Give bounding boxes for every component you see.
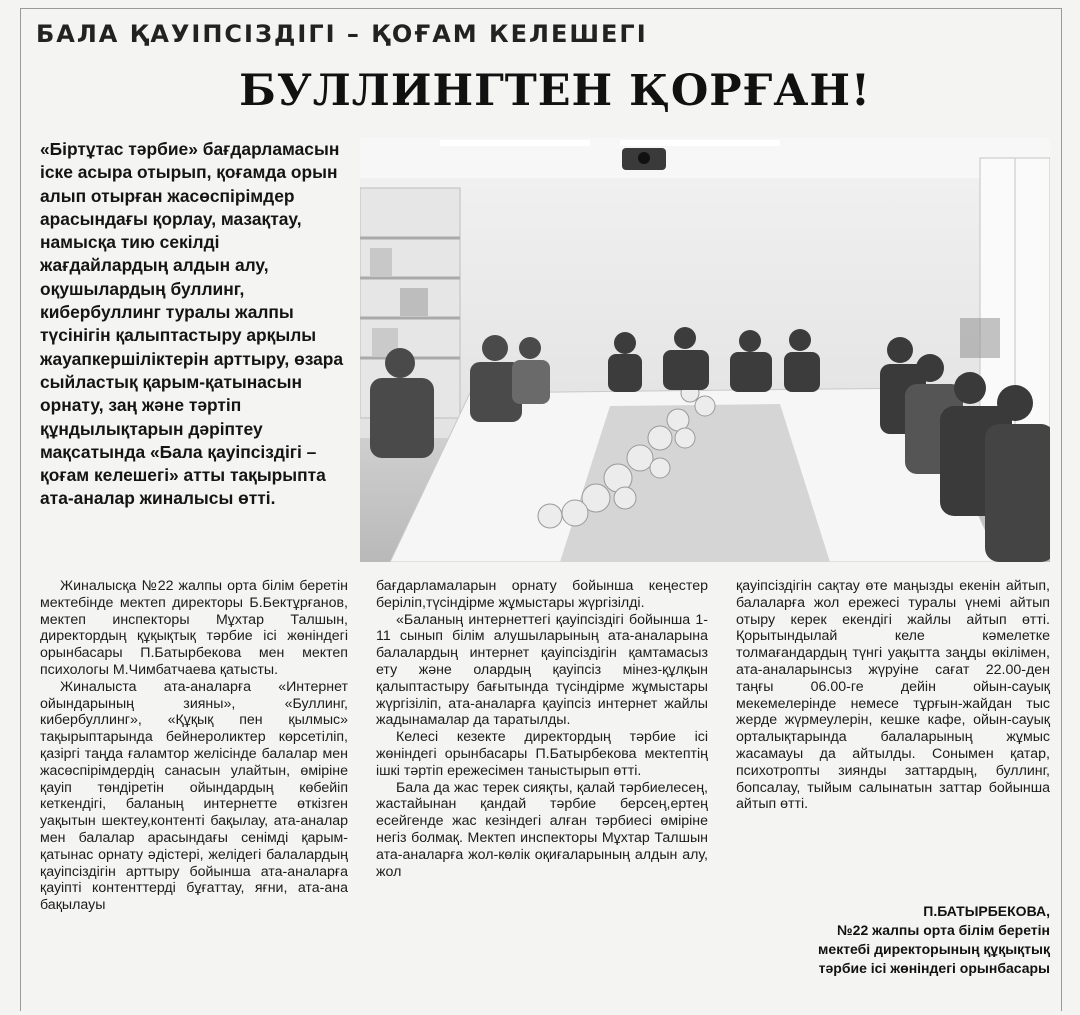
body-column-1 [40,578,348,914]
author-position-line: №22 жалпы орта білім беретін [837,922,1050,938]
col2-paragraph: «Баланың интернеттегі қауіпсіздігі бойынша 1-11 сынып білім алушыларының ата-аналарына балалардың интернет қауіпсіздігін қамтамасыз ету және олардың қауіпсіз мінез-құлқын қалыптастыру бағытында түсіндірме жұмыстары жүргізіліп, ата-аналарға қауіпсіз интернет жайлы жадынамалар да таратылды. [376,611,708,729]
body-column-2 [376,578,708,880]
col2-paragraph: бағдарламаларын орнату бойынша кеңестер беріліп,түсіндірме жұмыстары жүргізілді. [376,578,708,611]
meeting-photo-icon [360,138,1050,562]
article-headline: БУЛЛИНГТЕН ҚОРҒАН! [239,66,871,116]
col3-paragraph: қауіпсіздігін сақтау өте маңызды екенін айтып, балаларға жол ережесі туралы үнемі айтып отыру керек екендігі жайлы айтып өтті. Қорытындылай келе кәмелетке толмағандардың түнгі уақытта заңды өкілімен, ата-аналарынсыз жүруіне сағат 22.00-ден таңғы 06.00-ге дейін ойын-сауық мекемелерінде немесе тұрғын-жайдан тыс жерде жүрмеулерін, кешке кафе, ойын-сауық орталықтарында балаларының жұмыс жасамауы да айтылды. Сонымен қатар, психотропты зиянды заттардың, буллинг, бопсалау, тыйым салынатын заттар бойынша айтып өтті. [736,578,1050,813]
lead-text: бағдарламасын іске асыра отырып, қоғамда орын алып отырған жасөспірімдер арасындағы қорлау, мазақтау, намысқа тию секілді жағдайлардың алдын алу, оқушылардың буллинг, кибербуллинг туралы жалпы түсінігін қалыптастыру арқылы жауапкершіліктерін арттыру, өзара сыйластық қарым-қатынасын орнату, заң және тәртіп құндылықтарын дәріптеу мақсатында «Бала қауіпсіздігі – қоғам келешегі» атты тақырыпта ата-аналар жиналысы өтті. [40,139,344,509]
section-rubric: БАЛА ҚАУІПСІЗДІГІ – ҚОҒАМ КЕЛЕШЕГІ [36,20,648,48]
col2-paragraph: Келесі кезекте директордың тәрбие ісі жөніндегі орынбасары П.Батырбекова мектептің ішкі тәртіп ережесімен таныстырып өтті. [376,729,708,779]
frame-top-rule [20,8,1062,9]
col2-paragraph: Бала да жас терек сияқты, қалай тәрбиелесең, жастайынан қандай тәрбие берсең,ертең есейгенде жас кезіндегі алған тәрбиесі өміріне негіз болмақ. Мектеп инспекторы Мұхтар Талшын ата-аналарға жол-көлік оқиғаларының алдын алу, жол [376,779,708,880]
meeting-photo [360,138,1050,562]
author-signature [730,902,1050,978]
author-position-line: мектебі директорының құқықтық [818,941,1050,957]
author-name: П.БАТЫРБЕКОВА, [923,903,1050,919]
col1-paragraph: Жиналыста ата-аналарға «Интернет ойындарының зияны», «Буллинг, кибербуллинг», «Құқық пен қылмыс» тақырыптарында бейнероликтер көрсетіліп, қазіргі таңда ғаламтор желісінде балалар мен жасөспірімдердің санасын улайтын, өміріне қауіп төндіретін ойындардың көбейіп кеткендігі, баланың интернетте өткізген уақытын шектеу,контенті бақылау, ата-аналар мен балалар арасындағы сенімді қарым-қатынас орнату әдістері, желідегі балалардың қауіпсіздігін арттыру бойынша ата-аналарға қауіпті контенттерді бұғаттау, яғни, ата-ана бақылауы [40,678,348,914]
author-position-line: тәрбие ісі жөніндегі орынбасары [818,960,1050,976]
col1-paragraph: Жиналысқа №22 жалпы орта білім беретін мектебінде мектеп директоры Б.Бектұрғанов, мектеп инспекторы Мұхтар Талшын, директордың құқықтық тәрбие ісі жөніндегі орынбасары П.Батырбекова мен мектеп психологы М.Чимбатчаева қатысты. [40,578,348,678]
lead-paragraph [40,138,346,511]
body-column-3 [736,578,1050,813]
frame-right-rule [1061,8,1062,1011]
lead-quote: «Біртұтас тәрбие» [40,139,198,159]
frame-left-rule [20,8,21,1011]
